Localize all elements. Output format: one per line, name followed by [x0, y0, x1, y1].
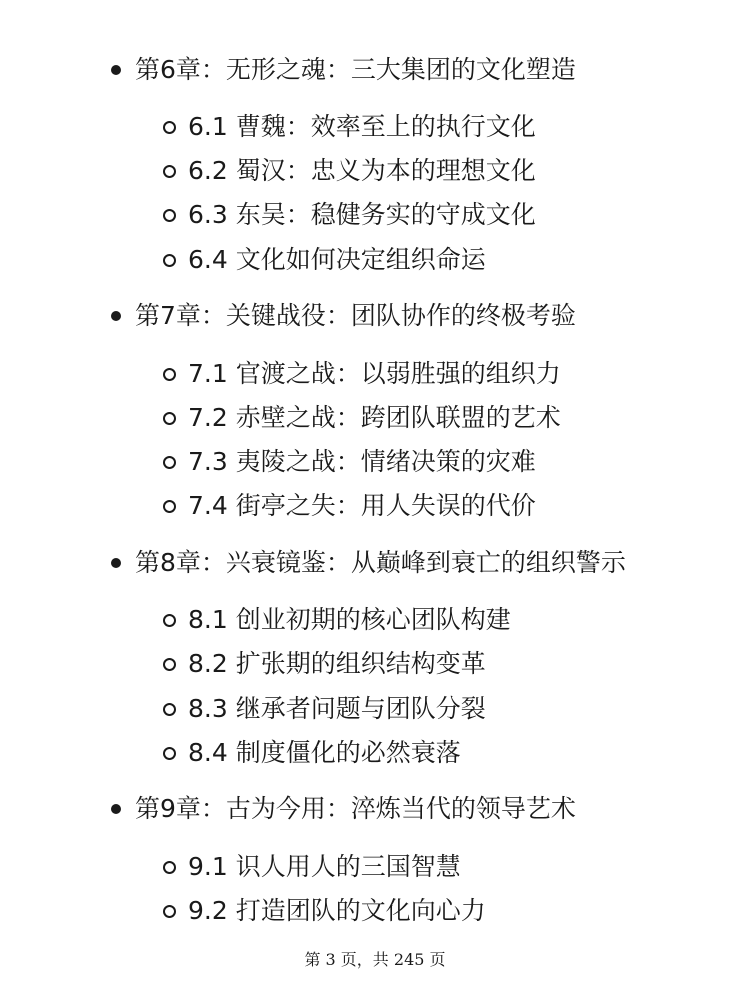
section-title: 9.1 识人用人的三国智慧 [188, 852, 461, 881]
section-item [0, 195, 750, 235]
page-number: 第 3 页，共 245 页 [304, 950, 446, 969]
section-title: 7.2 赤壁之战：跨团队联盟的艺术 [188, 403, 561, 432]
hollow-bullet-icon [163, 121, 176, 134]
section-title: 8.2 扩张期的组织结构变革 [188, 649, 486, 678]
section-title: 7.4 街亭之失：用人失误的代价 [188, 491, 536, 520]
section-title: 8.1 创业初期的核心团队构建 [188, 605, 511, 634]
hollow-bullet-icon [163, 456, 176, 469]
hollow-bullet-icon [163, 614, 176, 627]
chapter-title: 第8章：兴衰镜鉴：从巅峰到衰亡的组织警示 [135, 548, 626, 577]
section-title: 8.3 继承者问题与团队分裂 [188, 694, 486, 723]
chapter-item [0, 296, 750, 336]
filled-bullet-icon [111, 311, 121, 321]
section-title: 8.4 制度僵化的必然衰落 [188, 738, 461, 767]
section-title: 7.3 夷陵之战：情绪决策的灾难 [188, 447, 536, 476]
hollow-bullet-icon [163, 703, 176, 716]
hollow-bullet-icon [163, 254, 176, 267]
section-item [0, 486, 750, 526]
hollow-bullet-icon [163, 905, 176, 918]
chapter-title: 第9章：古为今用：淬炼当代的领导艺术 [135, 794, 576, 823]
section-item [0, 847, 750, 887]
section-item [0, 689, 750, 729]
section-title: 6.1 曹魏：效率至上的执行文化 [188, 112, 536, 141]
section-item [0, 442, 750, 482]
hollow-bullet-icon [163, 500, 176, 513]
section-title: 6.3 东吴：稳健务实的守成文化 [188, 200, 536, 229]
section-item [0, 891, 750, 931]
chapter-item [0, 789, 750, 829]
hollow-bullet-icon [163, 368, 176, 381]
filled-bullet-icon [111, 804, 121, 814]
hollow-bullet-icon [163, 209, 176, 222]
chapter-item [0, 50, 750, 90]
hollow-bullet-icon [163, 165, 176, 178]
section-item [0, 151, 750, 191]
section-item [0, 354, 750, 394]
chapter-title: 第7章：关键战役：团队协作的终极考验 [135, 301, 576, 330]
section-item [0, 240, 750, 280]
section-title: 9.2 打造团队的文化向心力 [188, 896, 486, 925]
filled-bullet-icon [111, 65, 121, 75]
hollow-bullet-icon [163, 861, 176, 874]
section-item [0, 600, 750, 640]
hollow-bullet-icon [163, 658, 176, 671]
section-title: 7.1 官渡之战：以弱胜强的组织力 [188, 359, 561, 388]
section-title: 6.4 文化如何决定组织命运 [188, 245, 486, 274]
filled-bullet-icon [111, 558, 121, 568]
chapter-title: 第6章：无形之魂：三大集团的文化塑造 [135, 55, 576, 84]
section-item [0, 733, 750, 773]
section-item [0, 107, 750, 147]
section-item [0, 644, 750, 684]
section-item [0, 398, 750, 438]
hollow-bullet-icon [163, 412, 176, 425]
hollow-bullet-icon [163, 747, 176, 760]
chapter-item [0, 543, 750, 583]
section-title: 6.2 蜀汉：忠义为本的理想文化 [188, 156, 536, 185]
